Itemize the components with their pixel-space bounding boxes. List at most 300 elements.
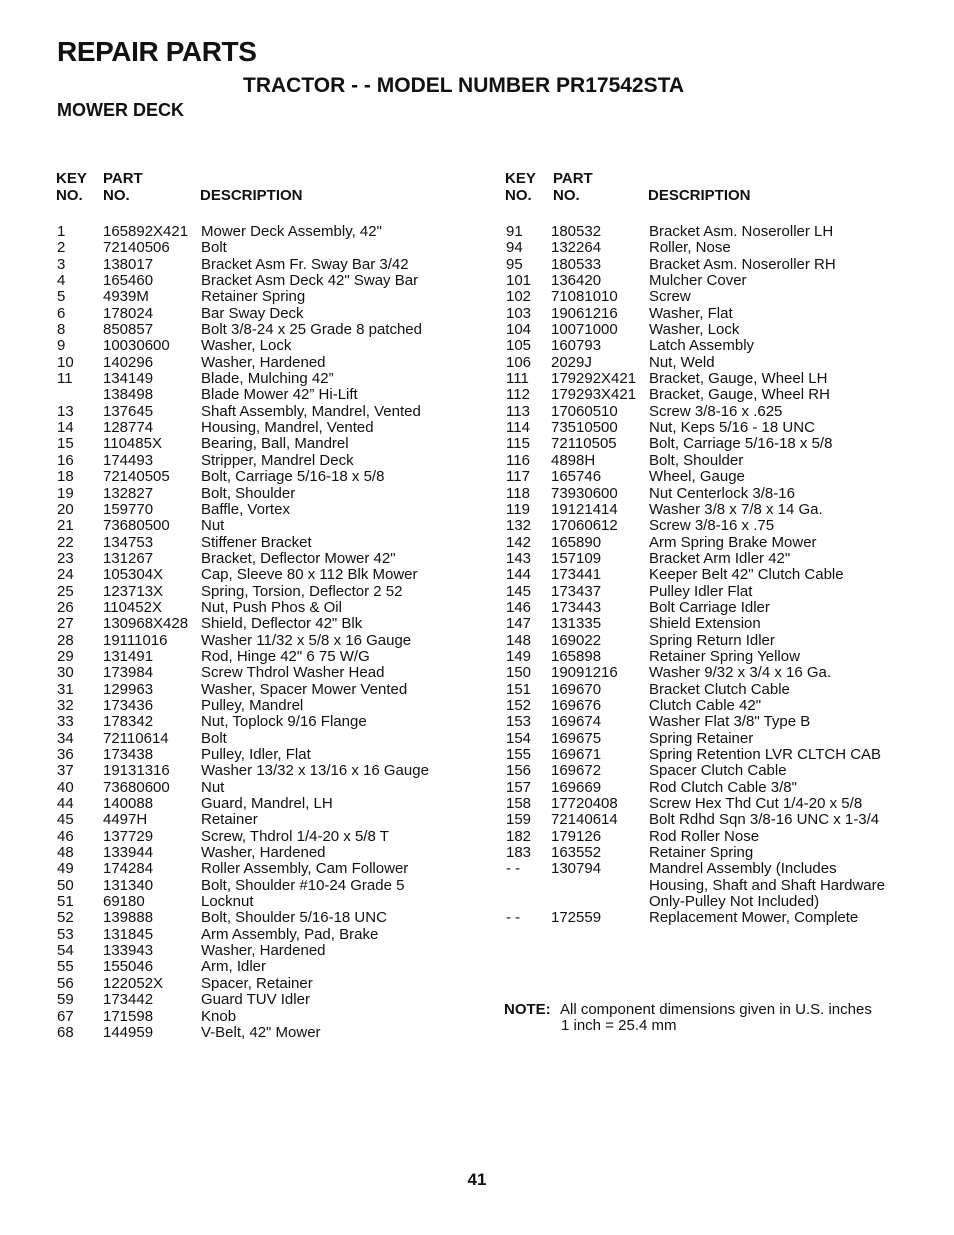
part-description: Spring Retention LVR CLTCH CAB <box>649 746 882 763</box>
part-number: 134149 <box>103 370 154 388</box>
part-number: 179126 <box>551 827 602 845</box>
key-number: 15 <box>57 435 74 453</box>
table-row <box>57 306 487 322</box>
key-number: 1 <box>57 223 66 240</box>
table-row <box>57 453 487 469</box>
table-row <box>506 682 926 698</box>
key-number: 59 <box>57 991 74 1009</box>
key-number: 102 <box>506 288 532 306</box>
table-row <box>57 387 487 403</box>
part-description: Guard, Mandrel, LH <box>201 795 333 813</box>
key-number: 157 <box>506 778 532 796</box>
table-row <box>506 747 926 763</box>
part-number: 69180 <box>103 893 145 911</box>
part-number: 105304X <box>103 566 164 584</box>
part-number: 73930600 <box>551 484 618 502</box>
part-number: 169675 <box>551 729 602 747</box>
part-description: Shield Extension <box>649 615 761 633</box>
part-description: Washer, Spacer Mower Vented <box>201 680 408 698</box>
part-description: Arm, Idler <box>201 958 267 976</box>
table-row <box>506 910 926 926</box>
part-number: 169674 <box>551 713 602 731</box>
part-description: Bracket Clutch Cable <box>649 680 790 698</box>
key-number: 33 <box>57 713 74 731</box>
part-number: 174284 <box>103 860 154 878</box>
key-number: 150 <box>506 664 532 682</box>
part-number: 169676 <box>551 696 602 714</box>
part-number: 137729 <box>103 827 154 845</box>
table-row <box>57 682 487 698</box>
table-row <box>57 600 487 616</box>
key-number: 19 <box>57 484 74 502</box>
key-header-line1: KEY <box>505 170 536 187</box>
part-number: 140088 <box>103 795 154 813</box>
part-number: 165892X421 <box>103 223 189 240</box>
part-description: Blade, Mulching 42” <box>201 370 334 388</box>
part-number: 138498 <box>103 386 154 404</box>
key-number: 52 <box>57 909 74 927</box>
table-row <box>57 224 487 240</box>
part-description: Washer, Hardened <box>201 942 326 960</box>
key-number: 151 <box>506 680 532 698</box>
part-number: 179292X421 <box>551 370 637 388</box>
table-row <box>506 649 926 665</box>
part-description: Bolt <box>201 729 227 747</box>
part-description: Blade Mower 42” Hi-Lift <box>201 386 358 404</box>
key-number: 55 <box>57 958 74 976</box>
key-number <box>57 387 103 403</box>
key-number: 145 <box>506 582 532 600</box>
part-description: Washer Flat 3/8" Type B <box>649 713 811 731</box>
part-description: Bolt, Shoulder <box>649 451 744 469</box>
part-number: 72140505 <box>103 468 170 486</box>
table-row <box>57 861 487 877</box>
key-number: 28 <box>57 631 74 649</box>
key-number: 46 <box>57 827 74 845</box>
part-number: 169671 <box>551 746 602 763</box>
part-description: Guard TUV Idler <box>201 991 310 1009</box>
table-row <box>506 469 926 485</box>
part-number: 71081010 <box>551 288 618 306</box>
part-description: Arm Assembly, Pad, Brake <box>201 925 379 943</box>
part-number: 132264 <box>551 239 602 257</box>
table-row <box>57 1009 487 1025</box>
part-description: Spacer Clutch Cable <box>649 762 787 780</box>
table-row <box>506 453 926 469</box>
part-description: Rod Clutch Cable 3/8" <box>649 778 797 796</box>
part-number: 128774 <box>103 419 154 437</box>
part-header-line2: NO. <box>103 186 130 204</box>
key-no-header <box>505 171 553 204</box>
key-number: - - <box>506 909 521 927</box>
table-row <box>506 404 926 420</box>
part-number: 155046 <box>103 958 154 976</box>
part-number: 133944 <box>103 844 154 862</box>
part-description: Bracket Asm Deck 42" Sway Bar <box>201 272 419 290</box>
part-description: Bracket, Deflector Mower 42" <box>201 549 396 567</box>
part-number: 72140614 <box>551 811 618 829</box>
part-number: 137645 <box>103 402 154 420</box>
key-number: 32 <box>57 696 74 714</box>
part-description: Baffle, Vortex <box>201 500 290 518</box>
key-number: 44 <box>57 795 74 813</box>
table-row <box>57 649 487 665</box>
part-description: Rod, Hinge 42" 6 75 W/G <box>201 647 370 665</box>
key-number: 34 <box>57 729 74 747</box>
part-number: 136420 <box>551 272 602 290</box>
part-description: Pulley, Idler, Flat <box>201 746 311 763</box>
part-description: Bolt 3/8-24 x 25 Grade 8 patched <box>201 321 422 339</box>
table-row <box>506 486 926 502</box>
part-number: 4898H <box>551 451 596 469</box>
key-number: 132 <box>506 517 532 535</box>
part-description: Retainer Spring Yellow <box>649 647 800 665</box>
table-row <box>506 763 926 779</box>
description-header <box>648 171 925 204</box>
part-number: 157109 <box>551 549 602 567</box>
part-description: Stripper, Mandrel Deck <box>201 451 354 469</box>
table-row <box>57 959 487 975</box>
table-row <box>506 273 926 289</box>
part-no-header <box>103 171 200 204</box>
table-row <box>57 469 487 485</box>
part-description: Nut <box>201 778 225 796</box>
part-description: Retainer Spring <box>201 288 306 306</box>
key-number: 159 <box>506 811 532 829</box>
part-number: 131845 <box>103 925 154 943</box>
description-header-label: DESCRIPTION <box>200 186 303 204</box>
key-number: 8 <box>57 321 66 339</box>
table-row <box>506 633 926 649</box>
table-row <box>57 518 487 534</box>
table-row <box>506 567 926 583</box>
part-description: Nut, Toplock 9/16 Flange <box>201 713 367 731</box>
part-number: 172559 <box>551 909 602 927</box>
key-number: 67 <box>57 1007 74 1025</box>
part-number: 4497H <box>103 811 148 829</box>
key-number: 152 <box>506 696 532 714</box>
table-row <box>57 535 487 551</box>
key-number: 13 <box>57 402 74 420</box>
part-description: Bracket, Gauge, Wheel LH <box>649 370 828 388</box>
part-number: 165460 <box>103 272 154 290</box>
part-description: Roller Assembly, Cam Follower <box>201 860 409 878</box>
table-row <box>506 436 926 452</box>
part-description: Washer, Lock <box>649 321 740 339</box>
key-number: 148 <box>506 631 532 649</box>
model-subtitle: TRACTOR - - MODEL NUMBER PR17542STA <box>243 74 685 97</box>
part-number: 169022 <box>551 631 602 649</box>
table-row <box>57 240 487 256</box>
table-row <box>57 976 487 992</box>
part-description: Bearing, Ball, Mandrel <box>201 435 349 453</box>
table-row <box>57 698 487 714</box>
part-number: 19061216 <box>551 304 618 322</box>
note-line: 1 inch = 25.4 mm <box>561 1016 677 1034</box>
table-row <box>57 355 487 371</box>
part-number: 10030600 <box>103 337 170 355</box>
table-row <box>506 780 926 796</box>
part-number: 173441 <box>551 566 602 584</box>
key-number: 50 <box>57 876 74 894</box>
table-row <box>506 240 926 256</box>
table-row <box>57 747 487 763</box>
key-number: 56 <box>57 974 74 992</box>
table-row <box>57 502 487 518</box>
part-number: 17720408 <box>551 795 618 813</box>
table-row <box>57 551 487 567</box>
part-number: 165898 <box>551 647 602 665</box>
key-number: 118 <box>506 484 530 502</box>
part-number: 130968X428 <box>103 615 189 633</box>
key-number: 27 <box>57 615 74 633</box>
part-number: 171598 <box>103 1007 154 1025</box>
table-row <box>57 845 487 861</box>
key-number: 53 <box>57 925 74 943</box>
table-row <box>57 486 487 502</box>
part-number: 159770 <box>103 500 154 518</box>
key-number: 29 <box>57 647 74 665</box>
part-description: Shaft Assembly, Mandrel, Vented <box>201 402 421 420</box>
part-number: 19091216 <box>551 664 618 682</box>
part-number: 169670 <box>551 680 602 698</box>
key-header-line2: NO. <box>505 186 532 204</box>
part-number: 139888 <box>103 909 154 927</box>
key-number: 116 <box>506 451 530 469</box>
part-description: Stiffener Bracket <box>201 533 312 551</box>
part-description: Bolt <box>201 239 227 257</box>
key-number: 104 <box>506 321 532 339</box>
key-number: 142 <box>506 533 532 551</box>
part-description: Latch Assembly <box>649 337 755 355</box>
key-number: 153 <box>506 713 532 731</box>
part-description: Bolt, Shoulder #10-24 Grade 5 <box>201 876 405 894</box>
key-number: 182 <box>506 827 532 845</box>
part-number: 180532 <box>551 223 602 240</box>
table-row <box>57 780 487 796</box>
part-number: 110452X <box>103 598 162 616</box>
table-row <box>57 404 487 420</box>
key-number: 117 <box>506 468 530 486</box>
key-number: 114 <box>506 419 530 437</box>
key-number: 45 <box>57 811 74 829</box>
table-row <box>57 829 487 845</box>
part-number: 140296 <box>103 353 154 371</box>
part-description: Bolt, Carriage 5/16-18 x 5/8 <box>649 435 833 453</box>
part-description: Screw <box>649 288 691 306</box>
description-header-label: DESCRIPTION <box>648 186 751 204</box>
key-number: 154 <box>506 729 532 747</box>
key-number: 3 <box>57 255 66 273</box>
table-row <box>506 584 926 600</box>
part-number: 132827 <box>103 484 154 502</box>
part-description: Knob <box>201 1007 237 1025</box>
part-description: Washer 9/32 x 3/4 x 16 Ga. <box>649 664 832 682</box>
part-number: 160793 <box>551 337 602 355</box>
table-row <box>57 714 487 730</box>
part-number: 73510500 <box>551 419 618 437</box>
key-number: 156 <box>506 762 532 780</box>
part-header-line1: PART <box>103 170 143 187</box>
part-description: Washer 13/32 x 13/16 x 16 Gauge <box>201 762 429 780</box>
part-number: 131335 <box>551 615 602 633</box>
part-description: Nut <box>201 517 225 535</box>
table-row <box>506 306 926 322</box>
key-header-line2: NO. <box>56 186 83 204</box>
part-description: Screw 3/8-16 x .75 <box>649 517 775 535</box>
key-number: 6 <box>57 304 66 322</box>
part-description-line: Only-Pulley Not Included) <box>649 893 820 911</box>
key-number: 24 <box>57 566 74 584</box>
part-number: 178342 <box>103 713 154 731</box>
key-number: 155 <box>506 746 532 763</box>
table-row <box>506 338 926 354</box>
part-number: 173437 <box>551 582 602 600</box>
table-row <box>506 616 926 632</box>
part-description: V-Belt, 42" Mower <box>201 1023 321 1041</box>
part-description: Mulcher Cover <box>649 272 747 290</box>
key-number: 11 <box>57 370 73 388</box>
table-row <box>57 1025 487 1041</box>
part-number: 173436 <box>103 696 154 714</box>
key-number: 106 <box>506 353 532 371</box>
part-description: Cap, Sleeve 80 x 112 Blk Mower <box>201 566 418 584</box>
part-number: 2029J <box>551 353 592 371</box>
key-number: 37 <box>57 762 74 780</box>
table-row <box>57 878 487 894</box>
part-number: 19131316 <box>103 762 170 780</box>
table-row <box>57 796 487 812</box>
page-number: 41 <box>467 1170 487 1189</box>
table-row <box>506 224 926 240</box>
part-header-line1: PART <box>553 170 593 187</box>
part-description: Bolt Carriage Idler <box>649 598 770 616</box>
table-row <box>57 616 487 632</box>
part-description: Bolt Rdhd Sqn 3/8-16 UNC x 1-3/4 <box>649 811 880 829</box>
key-number: 25 <box>57 582 74 600</box>
part-number: 144959 <box>103 1023 154 1041</box>
part-description: Replacement Mower, Complete <box>649 909 859 927</box>
part-description: Retainer <box>201 811 258 829</box>
table-row <box>57 665 487 681</box>
table-row <box>57 894 487 910</box>
part-description: Retainer Spring <box>649 844 754 862</box>
key-number: 158 <box>506 795 532 813</box>
table-row <box>506 812 926 828</box>
table-row <box>57 420 487 436</box>
part-description: Mower Deck Assembly, 42" <box>201 223 382 240</box>
part-description: Bracket Asm Fr. Sway Bar 3/42 <box>201 255 409 273</box>
part-description: Washer 3/8 x 7/8 x 14 Ga. <box>649 500 823 518</box>
table-row <box>57 731 487 747</box>
part-number: 4939M <box>103 288 149 306</box>
part-number: 180533 <box>551 255 602 273</box>
part-number: 173442 <box>103 991 154 1009</box>
part-number: 173443 <box>551 598 602 616</box>
part-description: Bolt, Shoulder <box>201 484 296 502</box>
key-number: 113 <box>506 402 530 420</box>
part-number: 122052X <box>103 974 164 992</box>
table-row <box>57 289 487 305</box>
table-row <box>506 257 926 273</box>
part-description: Screw Hex Thd Cut 1/4-20 x 5/8 <box>649 795 863 813</box>
part-number: 174493 <box>103 451 154 469</box>
part-description <box>649 861 926 910</box>
description-header <box>200 171 476 204</box>
part-number: 72110505 <box>551 435 617 453</box>
key-number: - - <box>506 860 521 878</box>
key-number: 105 <box>506 337 532 355</box>
key-number: 115 <box>506 435 530 453</box>
part-number: 131491 <box>103 647 154 665</box>
part-number: 72140506 <box>103 239 170 257</box>
key-number: 4 <box>57 272 66 290</box>
key-number: 16 <box>57 451 74 469</box>
key-number: 2 <box>57 239 66 257</box>
part-number: 123713X <box>103 582 164 600</box>
table-row <box>57 257 487 273</box>
part-description: Wheel, Gauge <box>649 468 745 486</box>
key-number: 144 <box>506 566 532 584</box>
key-number: 183 <box>506 844 532 862</box>
part-number: 169672 <box>551 762 602 780</box>
part-number: 165746 <box>551 468 602 486</box>
part-number: 19111016 <box>103 631 168 649</box>
parts-list-left <box>57 224 487 1041</box>
part-number: 72110614 <box>103 729 169 747</box>
part-description: Screw 3/8-16 x .625 <box>649 402 783 420</box>
key-number: 95 <box>506 255 523 273</box>
part-description: Locknut <box>201 893 254 911</box>
part-description: Nut, Weld <box>649 353 715 371</box>
key-number: 18 <box>57 468 74 486</box>
part-number: 129963 <box>103 680 154 698</box>
table-row <box>506 535 926 551</box>
table-row <box>506 829 926 845</box>
key-number: 143 <box>506 549 532 567</box>
key-number: 51 <box>57 893 74 911</box>
part-description-line: Mandrel Assembly (Includes <box>649 860 837 878</box>
part-description: Nut, Push Phos & Oil <box>201 598 342 616</box>
part-number: 850857 <box>103 321 154 339</box>
part-description: Washer, Hardened <box>201 353 326 371</box>
key-number: 111 <box>506 370 529 388</box>
part-description: Rod Roller Nose <box>649 827 760 845</box>
table-row <box>57 633 487 649</box>
table-row <box>506 600 926 616</box>
table-row <box>57 927 487 943</box>
part-description: Nut, Keps 5/16 - 18 UNC <box>649 419 815 437</box>
key-number: 10 <box>57 353 74 371</box>
key-number: 101 <box>506 272 532 290</box>
key-number: 21 <box>57 517 74 535</box>
part-description: Nut Centerlock 3/8-16 <box>649 484 795 502</box>
part-number: 169669 <box>551 778 602 796</box>
key-number: 91 <box>506 223 523 240</box>
table-row <box>506 371 926 387</box>
table-row <box>506 665 926 681</box>
table-row <box>57 273 487 289</box>
part-description: Bracket Asm. Noseroller LH <box>649 223 834 240</box>
part-description: Shield, Deflector 42" Blk <box>201 615 363 633</box>
table-row <box>506 289 926 305</box>
key-header-line1: KEY <box>56 170 87 187</box>
part-number: 17060510 <box>551 402 618 420</box>
key-number: 119 <box>506 500 530 518</box>
part-description-line: Housing, Shaft and Shaft Hardware <box>649 876 885 894</box>
key-number: 5 <box>57 288 66 306</box>
key-no-header <box>56 171 103 204</box>
